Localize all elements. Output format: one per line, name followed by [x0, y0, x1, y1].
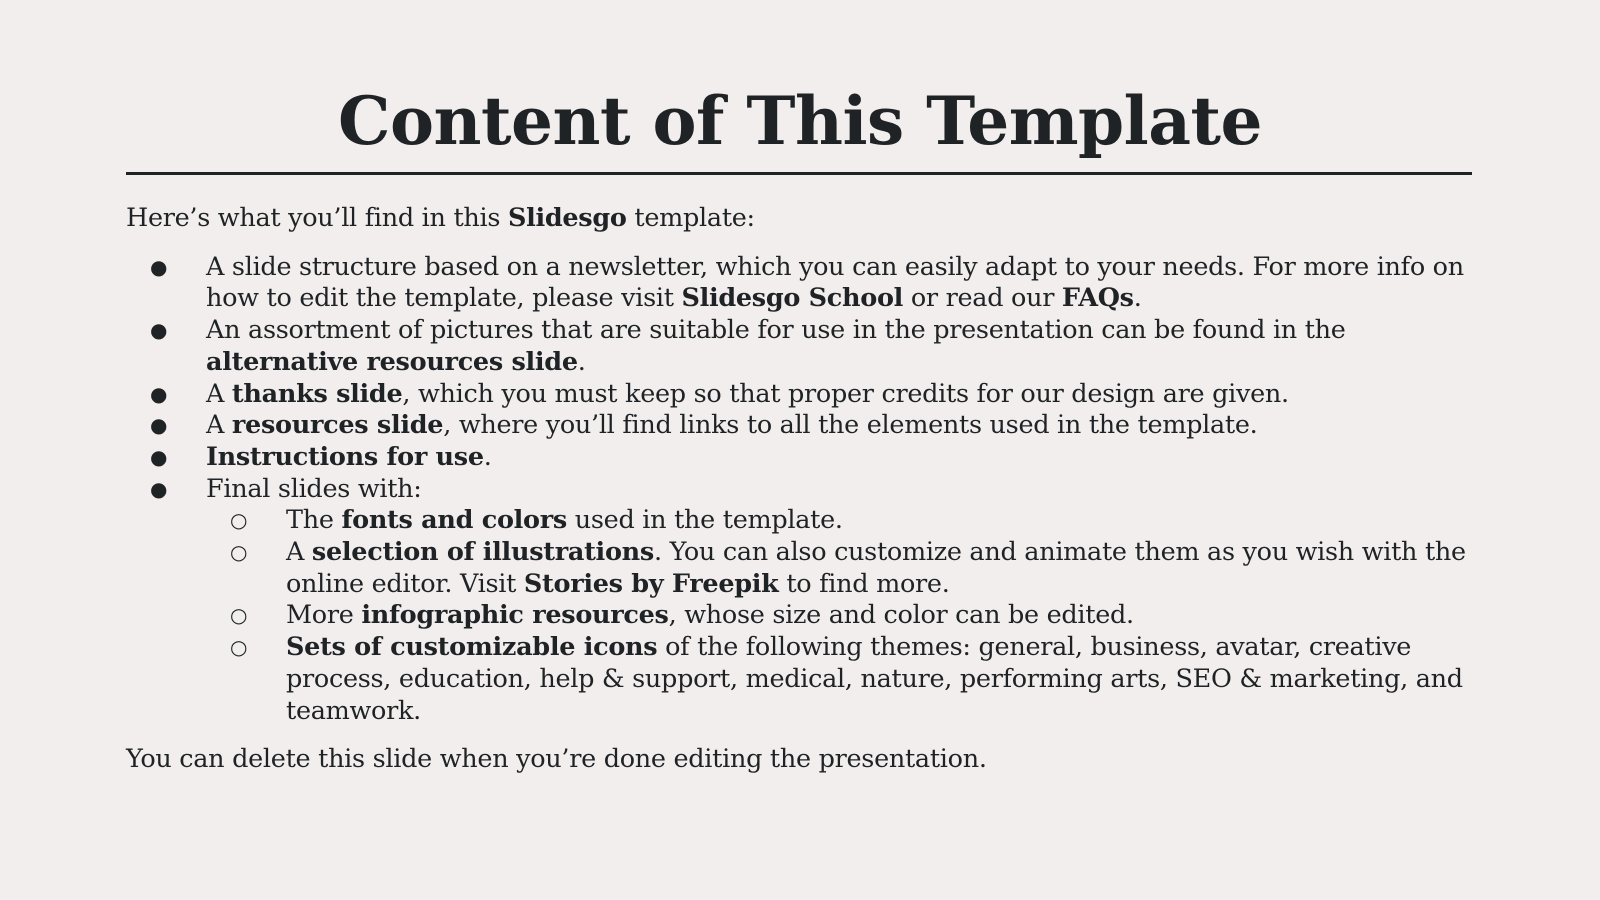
bullet-text: , which you must keep so that proper credits for our design are given.: [402, 378, 1289, 409]
intro-text-before: Here’s what you’ll find in this: [126, 203, 508, 233]
bullet-text: A slide structure based on a newsletter, which you can easily adapt to your needs. For more info on how to edit the template, please visit: [206, 251, 1464, 314]
bullet-bold-text: Instructions for use: [206, 441, 484, 472]
intro-text-after: template:: [626, 203, 755, 233]
bullet-text: The: [286, 505, 342, 536]
list-item-thanks-slide: [126, 379, 1486, 411]
bullet-text: More: [286, 600, 362, 631]
bullet-bold-text: alternative resources slide: [206, 346, 578, 377]
bullet-bold-text: resources slide: [231, 410, 444, 441]
slide-title: Content of This Template: [338, 82, 1262, 160]
bullet-text: of the following themes: general, business, avatar, creative process, education, help & support, medical, nature, performing arts, SEO & marketing, and teamwork.: [286, 632, 1463, 726]
sublist-item-icons: [206, 632, 1486, 727]
list-item-slide-structure: [126, 252, 1486, 315]
bullet-bold-text: fonts and colors: [341, 505, 567, 536]
bullet-text: A: [286, 537, 312, 568]
list-item-final-slides: [126, 474, 1486, 728]
bullet-text: , where you’ll find links to all the elements used in the template.: [443, 410, 1258, 441]
outro-paragraph: You can delete this slide when you’re done editing the presentation.: [126, 744, 987, 775]
stories-by-freepik-link: Stories by Freepik: [523, 568, 779, 599]
list-item-resources-slide: [126, 410, 1486, 442]
bullet-text: An assortment of pictures that are suitable for use in the presentation can be found in the: [206, 315, 1346, 346]
bullet-text: used in the template.: [566, 505, 843, 536]
intro-brand: Slidesgo: [507, 203, 627, 233]
content-list: [126, 252, 1486, 728]
bullet-text: A: [206, 410, 232, 441]
bullet-bold-text: infographic resources: [361, 600, 669, 631]
bullet-bold-text: Sets of customizable icons: [286, 632, 658, 663]
sublist-item-illustrations: [206, 537, 1486, 600]
bullet-text: Final slides with:: [206, 473, 422, 504]
bullet-text: .: [577, 346, 586, 377]
sublist-item-fonts-colors: [206, 505, 1486, 537]
bullet-text: , whose size and color can be edited.: [668, 600, 1134, 631]
sublist-item-infographics: [206, 600, 1486, 632]
bullet-text: . You can also customize and animate them as you wish with the online editor. Visit: [286, 537, 1466, 599]
bullet-text: to find more.: [778, 568, 950, 599]
slide-body: [126, 203, 1486, 776]
bullet-text: .: [1133, 283, 1142, 314]
intro-paragraph: [126, 203, 1486, 235]
title-divider: [126, 172, 1472, 175]
bullet-text: .: [483, 441, 492, 472]
bullet-bold-text: thanks slide: [231, 378, 403, 409]
list-item-pictures: [126, 315, 1486, 378]
final-slides-sublist: [206, 505, 1486, 727]
faqs-link: FAQs: [1061, 283, 1134, 314]
slidesgo-school-link: Slidesgo School: [681, 283, 904, 314]
list-item-instructions: [126, 442, 1486, 474]
bullet-text: or read our: [903, 283, 1062, 314]
bullet-text: A: [206, 378, 232, 409]
bullet-bold-text: selection of illustrations: [311, 537, 654, 568]
